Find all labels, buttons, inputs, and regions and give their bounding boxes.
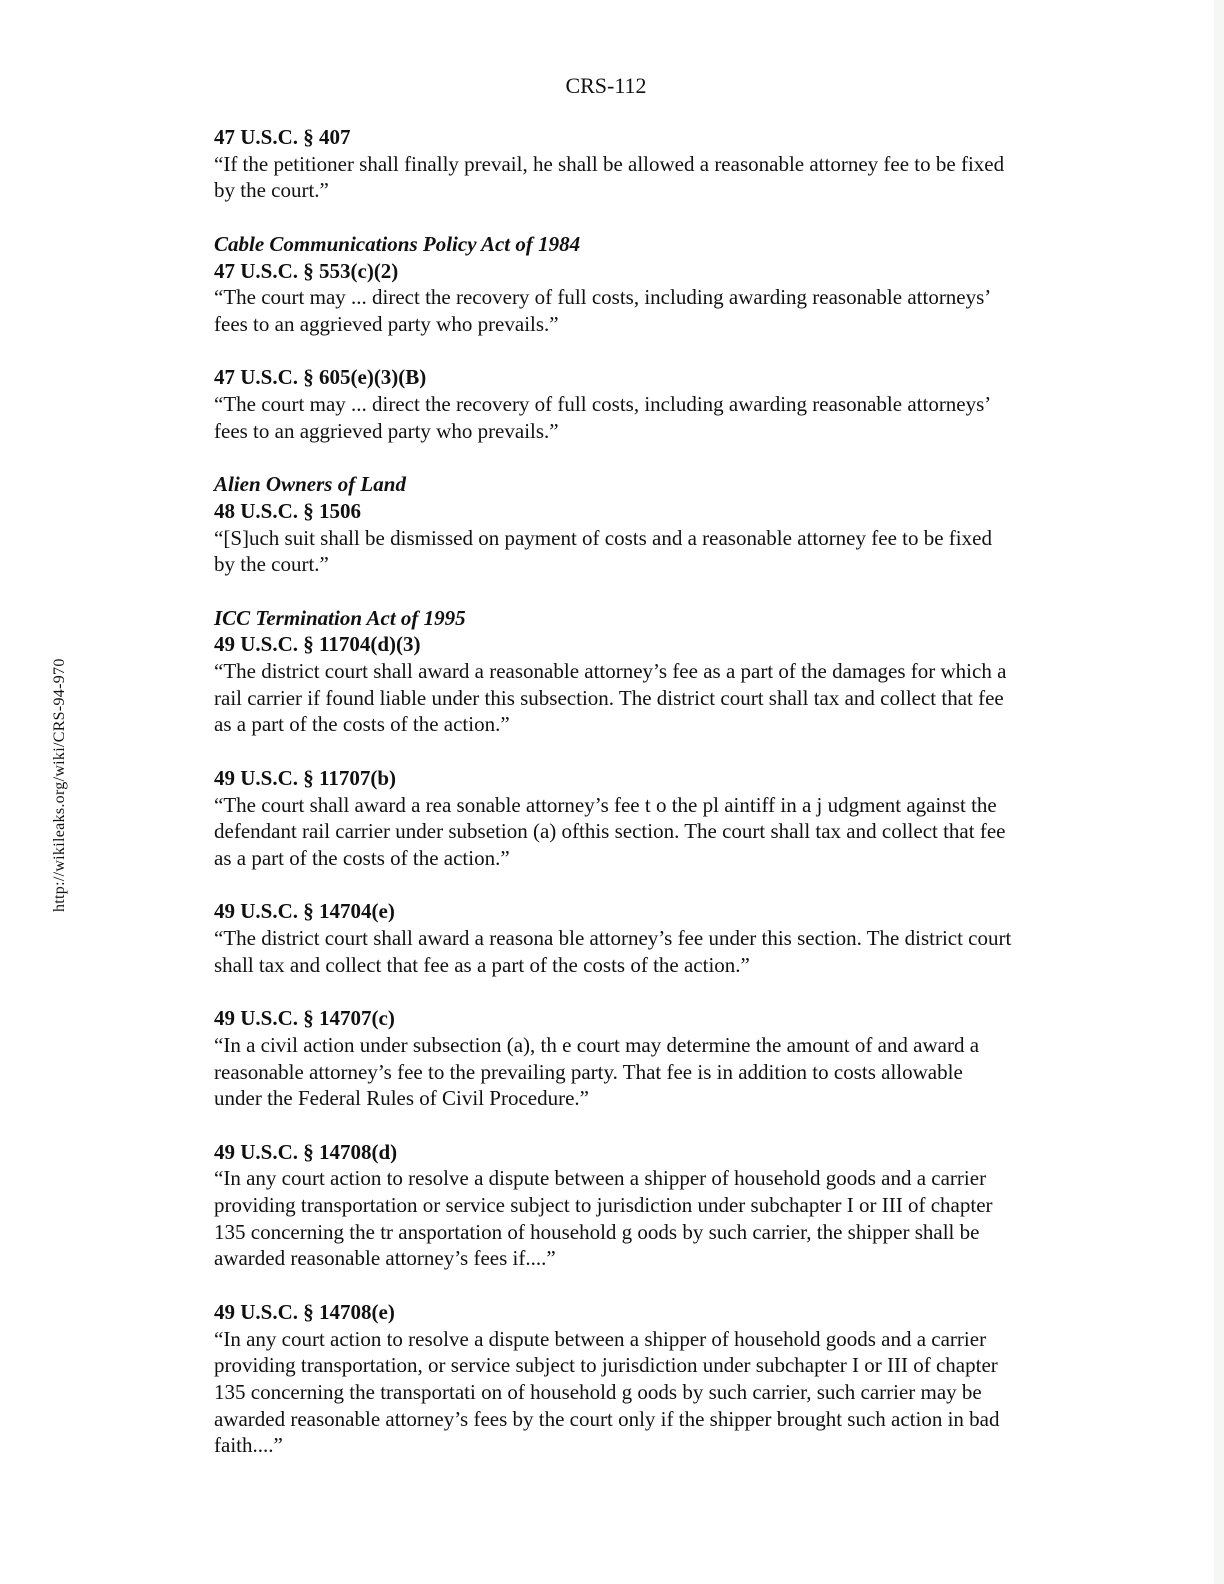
statute-entry <box>214 124 1014 204</box>
page-edge <box>1214 0 1224 1584</box>
statute-entry <box>214 605 1014 739</box>
statute-quote: “The court shall award a rea sonable attorney’s fee t o the pl aintiff in a j udgment against the defendant rail carrier under subsetion (a) ofthis section. The court shall tax and collect that fee as a part of the costs of the action.” <box>214 792 1006 870</box>
statute-citation: 48 U.S.C. § 1506 <box>214 498 362 523</box>
statute-citation: 47 U.S.C. § 605(e)(3)(B) <box>214 365 427 390</box>
statute-quote: “If the petitioner shall finally prevail, he shall be allowed a reasonable attorney fee to be fixed by the court.” <box>214 151 1005 203</box>
act-title: Cable Communications Policy Act of 1984 <box>214 231 581 256</box>
document-body <box>214 124 1014 1486</box>
statute-quote: “The district court shall award a reasona ble attorney’s fee under this section. The district court shall tax and collect that fee as a part of the costs of the action.” <box>214 926 1012 977</box>
statute-citation: 49 U.S.C. § 14704(e) <box>214 899 395 924</box>
statute-citation: 47 U.S.C. § 407 <box>214 125 351 149</box>
act-title: Alien Owners of Land <box>214 472 406 497</box>
statute-quote: “[S]uch suit shall be dismissed on payment of costs and a reasonable attorney fee to be fixed by the court.” <box>214 525 992 577</box>
statute-entry <box>214 471 1014 578</box>
statute-citation: 47 U.S.C. § 553(c)(2) <box>214 258 399 283</box>
statute-quote: “In any court action to resolve a dispute between a shipper of household goods and a carrier providing transportation or service subject to jurisdiction under subchapter I or III of chapter 135 concerning the tr ansportation of household g oods by such carrier, the shipper shall be awarded reasonable attorney’s fees if....” <box>214 1166 993 1271</box>
side-watermark-url: http://wikileaks.org/wiki/CRS-94-970 <box>51 658 68 912</box>
statute-quote: “The court may ... direct the recovery of full costs, including awarding reasonable attorneys’ fees to an aggrieved party who prevails.” <box>214 392 990 443</box>
statute-citation: 49 U.S.C. § 11704(d)(3) <box>214 632 421 657</box>
statute-citation: 49 U.S.C. § 14708(d) <box>214 1139 398 1164</box>
statute-quote: “The district court shall award a reasonable attorney’s fee as a part of the damages for which a rail carrier if found liable under this subsection. The district court shall tax and collect that fee as a part of the costs of the action.” <box>214 659 1007 737</box>
statute-entry <box>214 765 1014 872</box>
act-title: ICC Termination Act of 1995 <box>214 605 466 630</box>
statute-citation: 49 U.S.C. § 14707(c) <box>214 1006 395 1031</box>
statute-quote: “The court may ... direct the recovery of full costs, including awarding reasonable attorneys’ fees to an aggrieved party who prevails.” <box>214 285 990 336</box>
statute-citation: 49 U.S.C. § 14708(e) <box>214 1299 395 1324</box>
statute-citation: 49 U.S.C. § 11707(b) <box>214 765 397 790</box>
statute-entry <box>214 898 1014 978</box>
statute-entry <box>214 231 1014 338</box>
page-number-header: CRS-112 <box>565 73 647 98</box>
statute-quote: “In a civil action under subsection (a), th e court may determine the amount of and award a reasonable attorney’s fee to the prevailing party. That fee is in addition to costs allowable under the Federal Rules of Civil Procedure.” <box>214 1032 980 1111</box>
statute-quote: “In any court action to resolve a dispute between a shipper of household goods and a carrier providing transportation, or service subject to jurisdiction under subchapter I or III of chapter 135 concerning the transportati on of household g oods by such carrier, such carrier may be awarded reasonable attorney’s fees by the court only if the shipper brought such action in bad faith....” <box>214 1326 1000 1458</box>
statute-entry <box>214 364 1014 444</box>
statute-entry <box>214 1299 1014 1459</box>
statute-entry <box>214 1005 1014 1112</box>
statute-entry <box>214 1139 1014 1273</box>
